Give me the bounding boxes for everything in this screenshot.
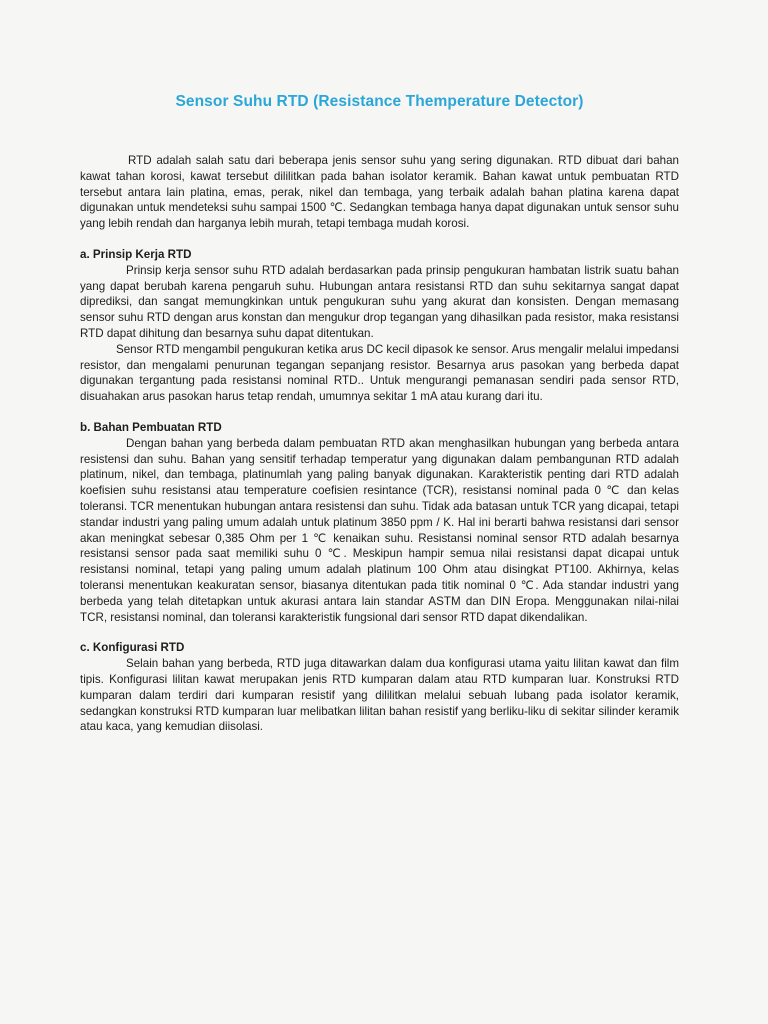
section-paragraph: Selain bahan yang berbeda, RTD juga ditawarkan dalam dua konfigurasi utama yaitu lilitan kawat dan film tipis. Konfigurasi lilitan kawat merupakan jenis RTD kumparan dalam atau RTD kumparan luar. Konstruksi RTD kumparan dalam terdiri dari kumparan resistif yang dililitkan melalui sebuah lubang pada isolator keramik, sedangkan konstruksi RTD kumparan luar melibatkan lilitan bahan resistif yang berliku-liku di sekitar silinder keramik atau kaca, yang kemudian diisolasi. <box>80 657 679 734</box>
section-paragraph: Prinsip kerja sensor suhu RTD adalah berdasarkan pada prinsip pengukuran hambatan listrik suatu bahan yang dapat berubah karena pengaruh suhu. Hubungan antara resistansi RTD dan suhu sekitarnya sangat dapat diprediksi, dan sangat memungkinkan untuk pengukuran suhu yang akurat dan konsisten. Dengan memasang sensor suhu RTD dengan arus konstan dan mengukur drop tegangan yang dihasilkan pada resistor, maka resistansi RTD dapat dihitung dan besarnya suhu dapat ditentukan. <box>80 263 679 340</box>
section-konfigurasi <box>80 640 679 735</box>
intro-paragraph: RTD adalah salah satu dari beberapa jenis sensor suhu yang sering digunakan. RTD dibuat dari bahan kawat tahan korosi, kawat tersebut dililitkan pada bahan isolator keramik. Bahan kawat untuk pembuatan RTD tersebut antara lain platina, emas, perak, nikel dan tembaga, yang terbaik adalah bahan platina karena dapat digunakan untuk mendeteksi suhu sampai 1500 ℃. Sedangkan tembaga hanya dapat digunakan untuk sensor suhu yang lebih rendah dan harganya lebih murah, tetapi tembaga mudah korosi. <box>80 154 679 231</box>
intro-block <box>80 153 679 232</box>
section-heading: c. Konfigurasi RTD <box>80 641 185 655</box>
section-prinsip-kerja <box>80 247 679 405</box>
section-bahan-pembuatan <box>80 420 679 625</box>
section-paragraph: Dengan bahan yang berbeda dalam pembuatan RTD akan menghasilkan hubungan yang berbeda antara resistensi dan suhu. Bahan yang sensitif terhadap temperatur yang digunakan dalam pembangunan RTD adalah platinum, nikel, dan tembaga, platinumlah yang paling banyak digunakan. Karakteristik penting dari RTD adalah koefisien suhu resistansi atau temperature coefisien resintance (TCR), resistansi nominal pada 0 ℃ dan kelas toleransi. TCR menentukan hubungan antara resistensi dan suhu. Tidak ada batasan untuk TCR yang dicapai, tetapi standar industri yang paling umum adalah untuk platinum 3850 ppm / K. Hal ini berarti bahwa resistansi dari sensor akan meningkat sebesar 0,385 Ohm per 1 ℃ kenaikan suhu. Resistansi nominal sensor RTD adalah besarnya resistansi sensor pada saat memiliki suhu 0 ℃. Meskipun hampir semua nilai resistansi dapat dicapai untuk resistansi nominal, tetapi yang paling umum adalah platinum 100 Ohm atau disingkat PT100. Akhirnya, kelas toleransi menentukan keakuratan sensor, biasanya ditentukan pada titik nominal 0 ℃. Ada standar industri yang berbeda yang telah ditetapkan untuk akurasi antara lain standar ASTM dan DIN Eropa. Menggunakan nilai-nilai TCR, resistansi nominal, dan toleransi karakteristik fungsional dari sensor RTD dapat dikendalikan. <box>80 436 679 624</box>
section-heading: a. Prinsip Kerja RTD <box>80 247 192 261</box>
section-heading: b. Bahan Pembuatan RTD <box>80 420 222 434</box>
document-content <box>80 92 679 735</box>
section-paragraph: Sensor RTD mengambil pengukuran ketika arus DC kecil dipasok ke sensor. Arus mengalir melalui impedansi resistor, dan mengalami penurunan tegangan sepanjang resistor. Besarnya arus pasokan yang berbeda dapat digunakan tergantung pada resistansi nominal RTD.. Untuk mengurangi pemanasan sendiri pada sensor RTD, disuahakan arus pasokan harus tetap rendah, umumnya sekitar 1 mA atau kurang dari itu. <box>80 342 679 404</box>
document-title: Sensor Suhu RTD (Resistance Themperature Detector) <box>175 93 584 110</box>
